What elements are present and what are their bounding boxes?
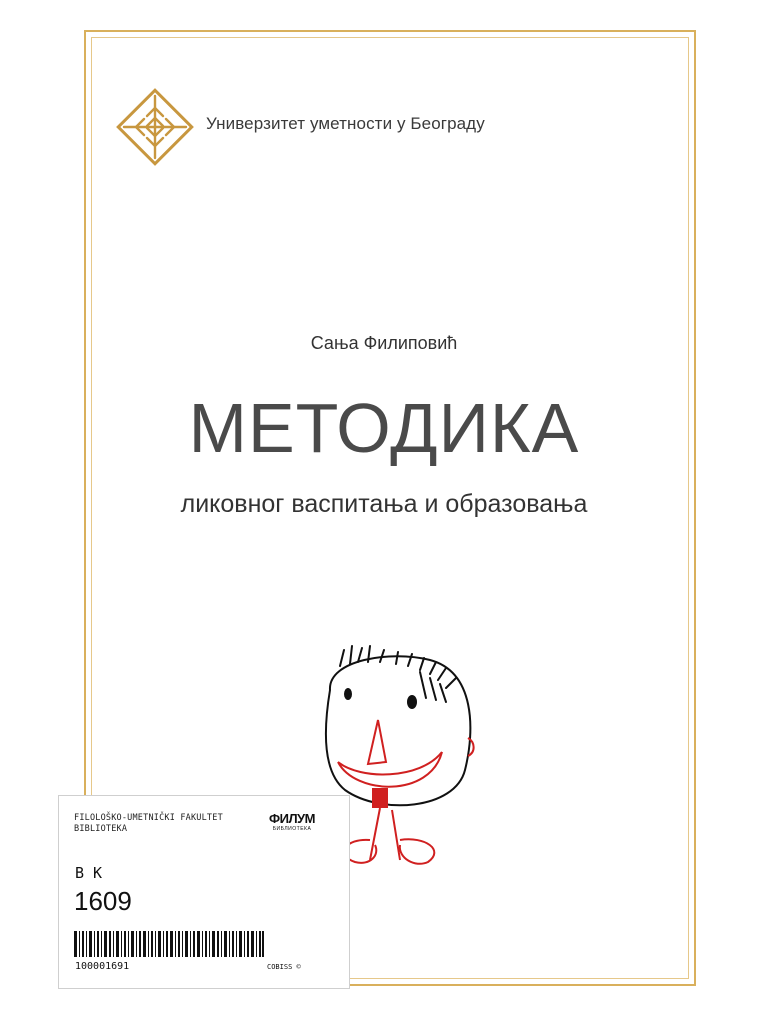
book-subtitle: ликовног васпитања и образовања: [180, 490, 588, 518]
shelf-prefix: B K: [75, 864, 103, 882]
university-name: Универзитет уметности у Београду: [206, 114, 485, 133]
library-logo: [267, 812, 317, 832]
university-logo-icon: [114, 86, 196, 168]
book-title: МЕТОДИКА: [188, 389, 580, 467]
barcode-number: 100001691: [75, 961, 130, 972]
library-label: [58, 795, 350, 989]
library-logo-subtext: БИБЛИОТЕКА: [272, 826, 312, 832]
cobiss-mark: COBISS ©: [267, 963, 301, 971]
author-name: Сања Филиповић: [310, 333, 458, 353]
call-number: 1609: [74, 886, 132, 916]
barcode-icon: [74, 931, 264, 957]
library-name: FILOLOŠKO-UMETNIČKI FAKULTET BIBLIOTEKA: [74, 813, 223, 834]
library-logo-text: ФИЛУМ: [269, 811, 315, 826]
